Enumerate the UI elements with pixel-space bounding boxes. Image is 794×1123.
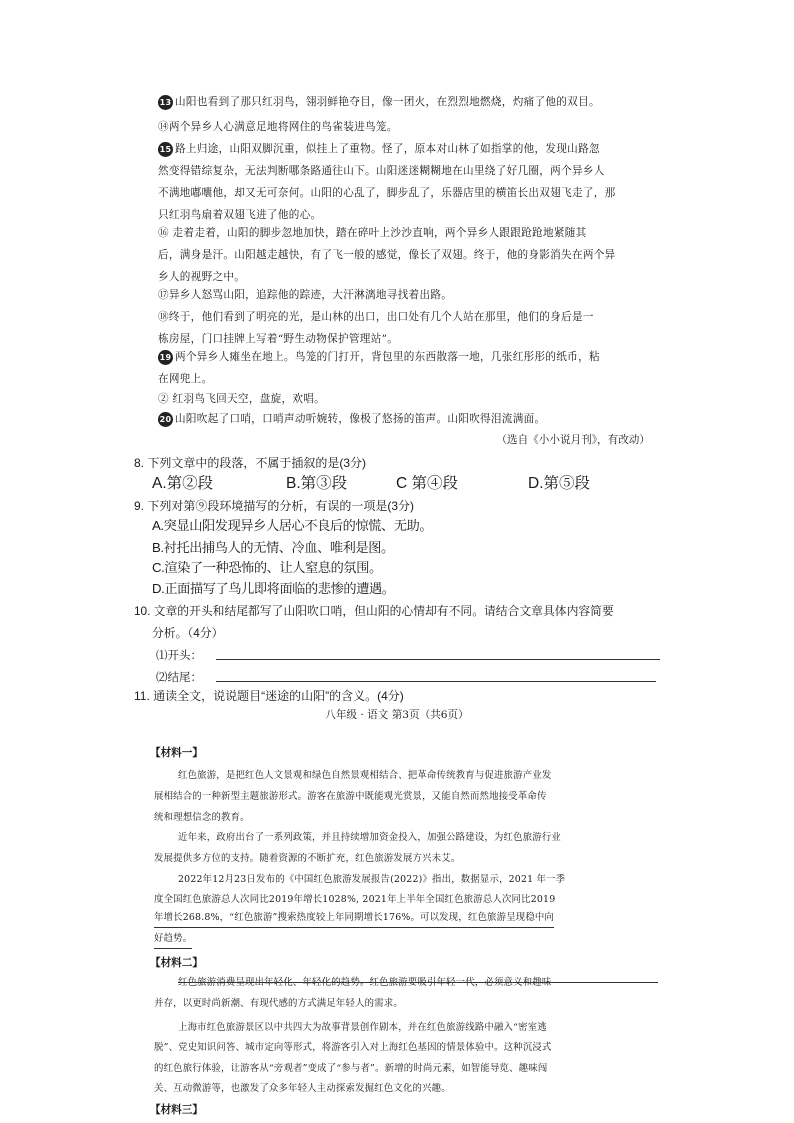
material-2-text: 并存，以更时尚新潮、有现代感的方式满足年轻人的需求。 — [154, 998, 403, 1009]
option-b: B.第③段 — [286, 475, 348, 492]
paragraph-text: 然变得错综复杂，无法判断哪条路通往山下。山阳迷迷糊糊地在山里绕了好几圈，两个异乡人 — [158, 165, 605, 177]
strikethrough-line — [178, 982, 658, 983]
paragraph-text: ⑯ 走着走着，山阳的脚步忽地加快，踏在碎叶上沙沙直响，两个异乡人跟跟跄跄地紧随其 — [158, 227, 587, 239]
material-2-text: 上海市红色旅游景区以中共四大为故事背景创作剧本，并在红色旅游线路中融入“密室逃 — [178, 1022, 547, 1033]
answer-line-ending[interactable] — [216, 681, 656, 682]
paragraph-14: ⑭两个异乡人心满意足地将网住的鸟雀装进鸟笼。 — [158, 121, 398, 133]
material-1-text: 2022年12月23日发布的《中国红色旅游发展报告(2022)》指出，数据显示，2021 年一季 — [178, 874, 566, 885]
question-8: 8. 下列文章中的段落，不属于插叙的是(3分) — [134, 456, 367, 470]
question-9-option-a: A.突显山阳发现异乡人居心不良后的惊慌、无助。 — [152, 518, 433, 533]
option-c: C 第④段 — [396, 475, 459, 492]
paragraph-number-15: 15 — [158, 142, 173, 157]
material-2-heading: 【材料二】 — [150, 957, 203, 969]
paragraph-19 — [158, 346, 642, 390]
paragraph-number-13: 13 — [158, 95, 173, 110]
paragraph-17: ⑰异乡人怒骂山阳，追踪他的踪迹，大汗淋漓地寻找着出路。 — [158, 289, 453, 301]
paragraph-text: 栋房屋，门口挂牌上写着“野生动物保护管理站”。 — [158, 333, 399, 345]
material-2-text: 的红色旅行体验，让游客从“旁观者”变成了“参与者”。新增的时尚元素，如智能导览、趣味闯 — [154, 1063, 548, 1074]
material-1-text: 度全国红色旅游总人次同比2019年增长1028%, 2021年上半年全国红色旅游总人次同比2019 — [154, 894, 556, 905]
paragraph-16 — [158, 222, 642, 288]
paragraph-20b — [158, 408, 642, 430]
paragraph-text: ⑱终于，他们看到了明亮的光，是山林的出口，出口处有几个人站在那里，他们的身后是一 — [158, 311, 594, 323]
material-2-text-struck: 红色旅游消费呈现出年轻化、年轻化的趋势。红色旅游要吸引年轻一代，必须意义和趣味 — [178, 977, 552, 988]
paragraph-text: 不满地嘟囔他，却又无可奈何。山阳的心乱了，脚步乱了，乐器店里的横笛长出双翅飞走了，那 — [158, 187, 616, 199]
question-11: 11. 通读全文，说说题目“迷途的山阳”的含义。(4分) — [134, 689, 404, 703]
paragraph-18 — [158, 306, 642, 350]
material-1-text: 展相结合的一种新型主题旅游形式。游客在旅游中既能观光赏景，又能自然而然地接受革命传 — [154, 791, 547, 802]
answer-label-ending: ⑵结尾： — [156, 672, 202, 684]
material-2-text: 脱”、党史知识问答、城市定向等形式，将游客引入对上海红色基因的情景体验中。这种沉浸式 — [154, 1042, 552, 1053]
material-1-text: 统和理想信念的教育。 — [154, 812, 250, 823]
question-10: 10. 文章的开头和结尾都写了山阳吹口哨，但山阳的心情却有不同。请结合文章具体内容简要 — [134, 604, 614, 618]
paragraph-text: 在网兜上。 — [158, 373, 213, 385]
question-9-option-b: B.衬托出捕鸟人的无情、冷血、唯利是图。 — [152, 540, 394, 555]
source-note: （选自《小小说月刊》，有改动） — [496, 434, 650, 446]
paragraph-text: 乡人的视野之中。 — [158, 271, 246, 283]
question-9-option-c: C.渲染了一种恐怖的、让人窒息的氛围。 — [152, 560, 382, 575]
material-1-text: 近年来，政府出台了一系列政策，并且持续增加资金投入，加强公路建设，为红色旅游行业 — [178, 832, 562, 843]
material-1-text-underlined: 年增长268.8%，“红色旅游”搜索热度较上年同期增长176%。可以发现，红色旅游呈现稳中向 — [154, 909, 554, 928]
page-footer: 八年级 · 语文 第3页（共6页） — [325, 709, 469, 721]
paragraph-text: 两个异乡人瘫坐在地上。鸟笼的门打开，背包里的东西散落一地，几张红彤彤的纸币，粘 — [175, 351, 600, 363]
answer-label-opening: ⑴开头： — [156, 650, 202, 662]
question-9-option-d: D.正面描写了鸟儿即将面临的悲惨的遭遇。 — [152, 581, 395, 596]
paragraph-13 — [158, 91, 642, 113]
material-1-text-underlined: 好趋势。 — [154, 930, 192, 949]
material-1-heading: 【材料一】 — [150, 747, 203, 759]
material-3-heading: 【材料三】 — [150, 1104, 203, 1116]
paragraph-number-20: 20 — [158, 412, 173, 427]
material-1-text: 发展提供多方位的支持。随着资源的不断扩充，红色旅游发展方兴未艾。 — [154, 853, 461, 864]
option-a: A.第②段 — [152, 475, 214, 492]
paragraph-text: 只红羽鸟扇着双翅飞进了他的心。 — [158, 209, 322, 221]
paragraph-20a: ② 红羽鸟飞回天空，盘旋，欢唱。 — [158, 393, 326, 405]
paragraph-15 — [158, 138, 642, 226]
option-d: D.第⑤段 — [528, 475, 591, 492]
paragraph-number-19: 19 — [158, 350, 173, 365]
paragraph-text: 山阳也看到了那只红羽鸟，翎羽鲜艳夺目，像一团火，在烈烈地燃烧，灼痛了他的双目。 — [175, 96, 600, 108]
answer-line-opening[interactable] — [216, 659, 660, 660]
paragraph-text: 后，满身是汗。山阳越走越快，有了飞一般的感觉，像长了双翅。终于，他的身影消失在两个异 — [158, 249, 616, 261]
material-2-text: 关、互动微游等，也激发了众多年轻人主动探索发掘红色文化的兴趣。 — [154, 1083, 451, 1094]
paragraph-text: 路上归途，山阳双脚沉重，似挂上了重物。怪了，原本对山林了如指掌的他，发现山路忽 — [175, 143, 600, 155]
paragraph-text: 山阳吹起了口哨，口哨声动听婉转，像极了悠扬的笛声。山阳吹得泪流满面。 — [175, 413, 546, 425]
question-10-line2: 分析。（4分） — [152, 626, 224, 640]
question-9: 9. 下列对第⑨段环境描写的分析，有误的一项是(3分) — [134, 499, 415, 513]
material-1-text: 红色旅游，是把红色人文景观和绿色自然景观相结合、把革命传统教育与促进旅游产业发 — [178, 770, 552, 781]
